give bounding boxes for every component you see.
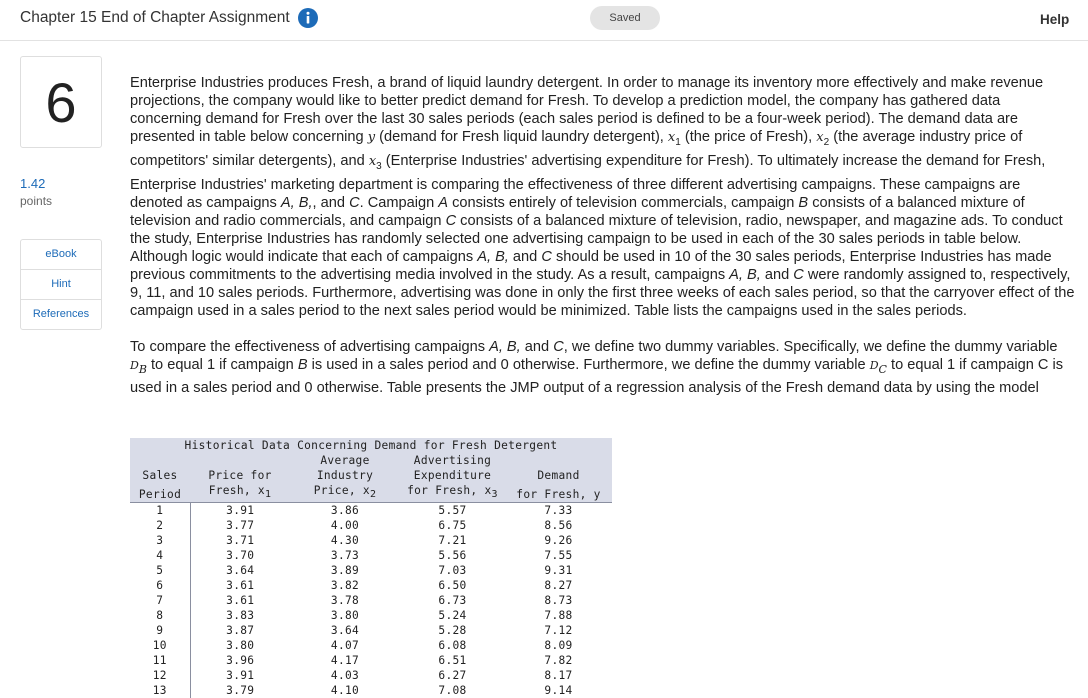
table-cell: 6.08 [438,639,467,653]
table-cell: 6.75 [438,519,467,533]
table-cell: 3.73 [330,549,360,563]
table-cell: 6.27 [438,669,467,683]
assignment-title: Chapter 15 End of Chapter Assignment [20,9,290,26]
table-cell: 6 [130,578,190,593]
header-sales: Sales [130,468,190,483]
table-cell: 2 [130,518,190,533]
question-text [130,74,1075,415]
table-row [130,593,612,608]
header-for-fresh-x3: for Fresh, $x_3$ [400,483,505,503]
hint-link[interactable]: Hint [21,270,101,300]
table-row [130,578,612,593]
table-cell: 7.03 [438,564,467,578]
table-cell: 7.82 [544,654,573,668]
table-cell: 5.24 [438,609,467,623]
table-cell: 3 [130,533,190,548]
table-cell: 3.71 [226,534,255,548]
table-cell: 5.56 [438,549,467,563]
table-cell: 3.91 [226,669,255,683]
table-title: Historical Data Concerning Demand for Fresh Detergent [130,438,612,453]
table-cell: 3.77 [226,519,255,533]
table-cell: 4.00 [330,519,360,533]
table-cell: 13 [130,683,190,698]
table-cell: 10 [130,638,190,653]
table-cell: 3.87 [226,624,255,638]
table-cell: 3.64 [226,564,255,578]
table-row [130,563,612,578]
table-cell: 8.09 [544,639,573,653]
table-row [130,638,612,653]
table-cell: 3.86 [330,504,360,518]
table-cell: 3.64 [330,624,360,638]
table-cell: 9.26 [544,534,573,548]
table-cell: 8.56 [544,519,573,533]
table-cell: 3.80 [330,609,360,623]
table-cell: 3.96 [226,654,255,668]
historical-data-table [130,438,612,698]
table-cell: 3.89 [330,564,360,578]
table-cell: 4.07 [330,639,360,653]
top-header [0,0,1088,41]
table-cell: 3.83 [226,609,255,623]
table-row [130,518,612,533]
table-row [130,533,612,548]
question-paragraph-2: To compare the effectiveness of advertising campaigns A, B, and C, we define two dummy variables. Specifically, we define the dummy variable $D_B$ to equal 1 if campaign B is used in a sales period and 0 otherwise. Furthermore, we define the dummy variable $D_C$ to equal 1 if campaign C is used in a sales period and 0 otherwise. Table presents the JMP output of a regression analysis of the Fresh demand data by using the model [130,338,1063,396]
references-link[interactable]: References [32,308,90,320]
data-table [130,453,612,698]
question-number: 6 [20,56,102,148]
header-industry: Industry [290,468,400,483]
table-cell: 4.17 [330,654,360,668]
table-cell: 4.10 [330,684,360,698]
header-advertising: Advertising [400,453,505,468]
table-cell: 7.33 [544,504,573,518]
table-row [130,653,612,668]
table-cell: 3.80 [226,639,255,653]
header-expenditure: Expenditure [400,468,505,483]
table-cell: 5.28 [438,624,467,638]
table-cell: 6.50 [438,579,467,593]
table-cell: 8 [130,608,190,623]
table-cell: 3.61 [226,594,255,608]
table-row [130,668,612,683]
header-price-x2: Price, $x_2$ [290,483,400,503]
saved-status-badge: Saved [590,6,660,30]
table-cell: 9.31 [544,564,573,578]
table-cell: 4 [130,548,190,563]
table-cell: 8.17 [544,669,573,683]
table-cell: 9 [130,623,190,638]
table-cell: 8.27 [544,579,573,593]
ebook-link[interactable]: eBook [21,240,101,270]
points-label: points [20,194,53,208]
header-price-for: Price for [190,468,290,483]
table-cell: 5.57 [438,504,467,518]
table-cell: 6.73 [438,594,467,608]
table-cell: 5 [130,563,190,578]
table-cell: 3.78 [330,594,360,608]
table-cell: 1 [130,503,190,519]
help-button[interactable]: Help [1040,12,1070,27]
table-cell: 7.55 [544,549,573,563]
table-cell: 7.88 [544,609,573,623]
header-period: Period [130,483,190,503]
table-cell: 6.51 [438,654,467,668]
table-cell: 11 [130,653,190,668]
resource-links [20,239,102,330]
table-cell: 3.79 [226,684,255,698]
table-cell: 4.03 [330,669,360,683]
table-cell: 7.12 [544,624,573,638]
table-row [130,503,612,519]
table-cell: 7.21 [438,534,467,548]
table-cell: 3.70 [226,549,255,563]
header-for-fresh-y: for Fresh, y [505,483,612,503]
table-cell: 8.73 [544,594,573,608]
table-cell: 7 [130,593,190,608]
table-cell: 7.08 [438,684,467,698]
table-row [130,608,612,623]
info-icon[interactable] [298,8,318,28]
header-average: Average [290,453,400,468]
table-cell: 4.30 [330,534,360,548]
table-row [130,623,612,638]
header-demand: Demand [505,468,612,483]
table-cell: 12 [130,668,190,683]
table-cell: 3.61 [226,579,255,593]
header-fresh-x1: Fresh, $x_1$ [190,483,290,503]
points-value: 1.42 [20,176,46,191]
table-row [130,548,612,563]
table-cell: 3.91 [226,504,255,518]
table-cell: 9.14 [544,684,573,698]
table-cell: 3.82 [330,579,360,593]
question-paragraph-1: Enterprise Industries produces Fresh, a brand of liquid laundry detergent. In order to manage its inventory more effectively and make revenue projections, the company would like to better predict demand for Fresh. To develop a prediction model, the company has gathered data concerning demand for Fresh over the last 30 sales periods (each sales period is defined to be a four-week period). The demand data are presented in table below concerning y (demand for Fresh liquid laundry detergent), $x_1$ (the price of Fresh), $x_2$ (the average industry price of competitors' similar detergents), and $x_3$ (Enterprise Industries' advertising expenditure for Fresh). To ultimately increase the demand for Fresh, Enterprise Industries' marketing department is comparing the effectiveness of three different advertising campaigns. These campaigns are denoted as campaigns A, B,, and C. Campaign A consists entirely of television commercials, campaign B consists of a balanced mixture of television and radio commercials, and campaign C consists of a balanced mixture of television, radio, newspaper, and magazine ads. To conduct the study, Enterprise Industries has randomly selected one advertising campaign to be used in each of the 30 sales periods in table below. Although logic would indicate that each of campaigns A, B, and C should be used in 10 of the 30 sales periods, Enterprise Industries has made previous commitments to the advertising media involved in the study. As a result, campaigns A, B, and C were randomly assigned to, respectively, 9, 11, and 10 sales periods. Furthermore, advertising was done in only the first three weeks of each sales period, so that the carryover effect of the campaign used in a sales period to the next sales period would be minimized. Table lists the campaigns used in the sales periods. [130,75,1075,319]
